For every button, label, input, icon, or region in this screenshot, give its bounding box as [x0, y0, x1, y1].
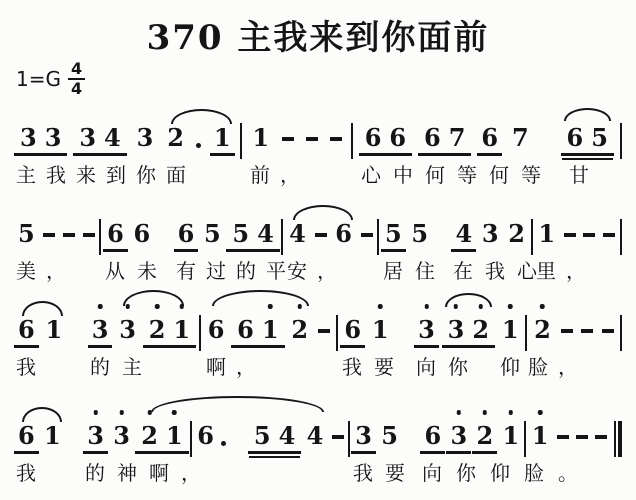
- bar-line: [531, 219, 533, 255]
- beam-group: [248, 421, 301, 454]
- note: 1: [368, 315, 393, 348]
- duration-dash: [327, 123, 345, 156]
- note: 3: [414, 315, 439, 348]
- time-signature-denominator: 4: [70, 78, 83, 98]
- note-digit: 6: [566, 123, 584, 152]
- octave-dot: [483, 410, 488, 415]
- bar-line: [620, 123, 622, 159]
- note: 5: [381, 219, 406, 252]
- note: 2: [472, 421, 497, 454]
- lyric-text: 的主: [90, 355, 154, 379]
- lyric-text: 向你仰脸。: [422, 461, 592, 485]
- octave-dot: [457, 410, 462, 415]
- duration-dash: [600, 219, 618, 252]
- note: 6: [207, 315, 225, 344]
- note: 1: [44, 421, 61, 450]
- music-line-3: [14, 289, 622, 381]
- note: 5: [411, 219, 429, 248]
- duration-dash: [573, 421, 591, 454]
- note-digit: 5: [253, 421, 271, 450]
- lyric-text: 在我心: [453, 259, 549, 283]
- octave-dot: [454, 304, 459, 309]
- bar-line: [199, 315, 201, 351]
- note: 7: [511, 123, 529, 152]
- note-digit: 4: [104, 123, 121, 152]
- bar-line: [525, 315, 527, 351]
- note-digit: 3: [20, 123, 37, 152]
- bar-line: [336, 315, 338, 351]
- beam-group: [418, 123, 471, 156]
- beam-group: [359, 123, 412, 156]
- note: 3: [115, 315, 140, 348]
- lyric-text: 的神啊，: [85, 461, 213, 485]
- note-digit: 1: [162, 421, 187, 451]
- beam-group: [143, 315, 196, 348]
- lyric-text: 仰: [500, 355, 530, 379]
- note-digit: 3: [444, 315, 469, 345]
- beam-group: [231, 315, 284, 348]
- note: 1: [528, 421, 553, 454]
- notes-row: [14, 193, 622, 252]
- duration-dash: [312, 219, 330, 252]
- note: 6: [14, 421, 39, 454]
- note: 3: [446, 421, 471, 454]
- note: 6: [335, 219, 352, 248]
- note: 2: [287, 315, 312, 348]
- note: 6: [420, 421, 445, 454]
- lyric-text: 安，: [287, 259, 347, 283]
- beam-group: [73, 123, 126, 156]
- note: 6: [340, 315, 365, 348]
- lyric-text: 我要: [353, 461, 417, 485]
- note: 1: [210, 123, 235, 156]
- beam-group: [442, 315, 495, 348]
- spacer: [403, 424, 419, 454]
- beam-group: [226, 219, 279, 252]
- note-digit: 5: [591, 123, 608, 152]
- duration-dash: [592, 421, 610, 454]
- spacer: [231, 424, 247, 454]
- duration-dash: [558, 315, 576, 348]
- note: 1: [538, 219, 556, 248]
- note: 2: [167, 123, 184, 152]
- bar-line: [99, 219, 101, 255]
- note-digit: 3: [79, 123, 97, 152]
- spacer: [66, 424, 82, 454]
- note: 6: [197, 421, 214, 450]
- key-tonic: 1=G: [16, 66, 61, 91]
- octave-dot: [93, 410, 98, 415]
- lyric-text: 向你: [416, 355, 480, 379]
- note: 6: [477, 123, 502, 156]
- spacer: [395, 318, 411, 348]
- bar-line: [620, 315, 622, 351]
- duration-dash: [578, 315, 596, 348]
- note-digit: 4: [278, 421, 296, 450]
- spacer: [434, 222, 450, 252]
- note: 3: [136, 123, 154, 152]
- note: 6: [14, 315, 39, 348]
- bar-line: [281, 219, 283, 255]
- note-digit: 5: [232, 219, 250, 248]
- duration-dot: [194, 123, 204, 156]
- note: 6: [174, 219, 199, 252]
- octave-dot: [538, 410, 543, 415]
- lyric-text: 居住: [383, 259, 447, 283]
- note-digit: 7: [448, 123, 466, 152]
- duration-dash: [329, 421, 347, 454]
- music-line-1: [14, 97, 622, 189]
- duration-dash: [60, 219, 78, 252]
- duration-dash: [315, 315, 333, 348]
- lyric-text: 美，: [16, 259, 76, 283]
- octave-dot: [540, 304, 545, 309]
- duration-dash: [40, 219, 58, 252]
- lyric-text: 脸，: [528, 355, 588, 379]
- note-digit: 6: [424, 123, 441, 152]
- notes-row: [14, 395, 622, 454]
- bar-line: [377, 219, 379, 255]
- duration-dash: [599, 315, 617, 348]
- note-digit: 2: [468, 315, 493, 345]
- note-digit: 4: [257, 219, 274, 248]
- octave-dot: [509, 410, 514, 415]
- note-digit: 1: [258, 315, 283, 345]
- lyric-text: 啊，: [206, 355, 266, 379]
- spacer: [69, 318, 85, 348]
- bar-line: [190, 421, 192, 457]
- octave-dot: [424, 304, 429, 309]
- lyric-text: 有过的平: [176, 259, 296, 283]
- note-digit: 6: [364, 123, 382, 152]
- note: 1: [252, 123, 270, 152]
- note: 4: [451, 219, 476, 252]
- octave-dot: [119, 410, 124, 415]
- octave-dot: [508, 304, 513, 309]
- note: 1: [45, 315, 63, 344]
- note: 6: [103, 219, 128, 252]
- music-line-2: [14, 193, 622, 285]
- duration-dash: [580, 219, 598, 252]
- final-bar-line: [612, 421, 622, 457]
- beam-group: [561, 123, 614, 156]
- bar-line: [524, 421, 526, 457]
- duration-dot: [219, 421, 229, 454]
- note: 1: [498, 421, 523, 454]
- lyric-text: 从未: [105, 259, 169, 283]
- lyric-text: 里，: [536, 259, 596, 283]
- note-digit: 3: [44, 123, 62, 152]
- music-line-4: [14, 395, 622, 487]
- note: 3: [88, 315, 113, 348]
- lyric-text: 我: [16, 461, 46, 485]
- bar-line: [620, 219, 622, 255]
- note: 1: [498, 315, 523, 348]
- key-signature: [16, 60, 85, 97]
- note: 3: [351, 421, 376, 454]
- note-digit: 6: [237, 315, 254, 344]
- note: 5: [381, 421, 398, 450]
- duration-dash: [554, 421, 572, 454]
- lyric-text: 甘: [569, 163, 599, 187]
- lyric-text: 我: [16, 355, 46, 379]
- note: 5: [204, 219, 221, 248]
- octave-dot: [98, 304, 103, 309]
- note: 2: [530, 315, 555, 348]
- bar-line: [348, 421, 350, 457]
- bar-line: [351, 123, 353, 159]
- notes-row: [14, 289, 622, 348]
- duration-dash: [279, 123, 297, 156]
- time-signature: [68, 60, 85, 97]
- note: 2: [508, 219, 525, 248]
- duration-dash: [80, 219, 98, 252]
- note-digit: 6: [389, 123, 407, 152]
- time-signature-numerator: 4: [68, 60, 85, 80]
- lyric-text: 前，: [250, 163, 310, 187]
- song-title: 370 主我来到你面前: [146, 18, 490, 58]
- note: 3: [109, 421, 134, 454]
- note-digit: 2: [145, 315, 170, 345]
- octave-dot: [378, 304, 383, 309]
- note: 4: [306, 421, 324, 450]
- note: 3: [481, 219, 499, 248]
- octave-dot: [478, 304, 483, 309]
- note: 5: [18, 219, 35, 248]
- note: 4: [289, 219, 306, 248]
- note-digit: 2: [137, 421, 162, 451]
- lyric-text: 主我来到你面: [16, 163, 196, 187]
- lyric-text: 我要: [342, 355, 406, 379]
- bar-line: [240, 123, 242, 159]
- duration-dash: [561, 219, 579, 252]
- spacer: [156, 222, 172, 252]
- beam-group: [135, 421, 188, 454]
- duration-dash: [303, 123, 321, 156]
- beam-group: [14, 123, 67, 156]
- note-digit: 1: [169, 315, 194, 345]
- note: 6: [133, 219, 151, 248]
- spacer: [539, 126, 555, 156]
- notes-row: [14, 97, 622, 156]
- duration-dash: [358, 219, 376, 252]
- note: 3: [83, 421, 108, 454]
- lyric-text: 心中何等何等: [361, 163, 553, 187]
